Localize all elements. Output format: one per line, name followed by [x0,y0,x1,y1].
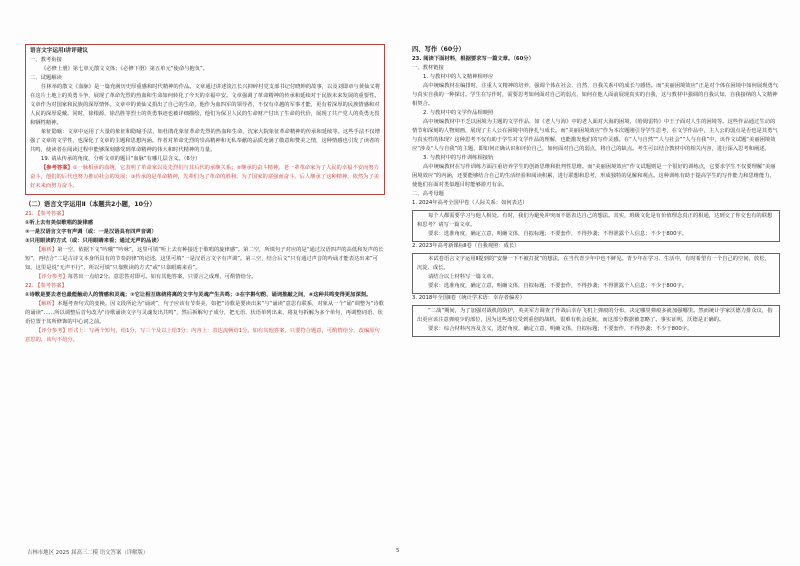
answer-line: ③只用眼读的方式（或：只用眼睛来看；通过无声的品读） [25,238,162,244]
paragraph: 象征隐喻：文章中运用了大量的象征和隐喻手法，如杜鹃花象征革命先烈的热血和生命，沈家大院象征革命精神的传承和延续等。这些手法不仅增强了文章的文学性，也深化了文章的主题和思想内涵。作者对革命先烈的崇高精神和无私奉献的品质充满了敬意和赞美之情，这种情感也引发了读者的共鸣，使读者在阅读过程中能够深刻感受到革命精神的伟大和时代精神的力量。 [30,129,381,153]
question-22: 22. 【参考答案】 [25,283,67,289]
section-heading: （二）语言文字运用Ⅱ（本题共2小题，10分） [25,201,156,208]
exam-title: 2. 2023年高考新课标Ⅱ卷（自我观照：成长） [412,243,520,249]
page-number: 5 [396,548,400,554]
exam-title: 3. 2018年全国Ⅱ卷（统计学术语：幸存者偏差） [412,295,525,301]
scoring-label: 【评分参考】 [36,274,68,280]
section-heading: 四、写作（60分） [412,46,465,53]
question-21: 21. 【参考答案】 [25,211,67,217]
scoring [25,273,385,282]
analysis [25,246,385,273]
answer-19 [30,164,380,191]
section-title: 二、高考母题 [412,191,444,197]
paragraph: 任林举的散文《血脉》是一篇充满历史厚重感和时代精神的作品。文章通过讲述淡江长兴抑碎村党支部书记付晓坤的故事，以及刘即章与黄仙义将在这片土地上的英勇斗争，展现了革命先烈的热血和生命如何转化了今天的幸福中安。文章强调了革命精神的传承和延续对于民族未来发展的重要性。文章作为对国家和民族的深厚情怀。文章中的黄仙义捐出了自己的生命，他作为血四军的领导者，不仅有卓越的军事才能，更有着深厚的民族情感和对人民的深厚爱戴。同时，徐根源，徐昌胜等烈士的英勇事迹也被详细描绘，他们为保卫人民的生命财产付出了生命的代价，展现了共产党人的英勇无畏和牺牲精神。 [30,84,381,126]
answer-text: ①一脉相承的血统，它表明了革命家以及先烈们与其后代的承继关系；②继承的奋斗精神。老一辈革命家为了人民的幸福不安而努力奋斗，他们的后代也努力推动社会的发展；③传承的是革命精神，先辈们为了革命的胜利、为了国家的富强而奋斗，后人继承了这种精神，依然为了美好未来而努力奋斗。 [30,165,380,189]
answer-line: ②一是汉语言文字有声调（或：一是汉语具有四声音调） [25,229,157,235]
review-suggestion-box [25,44,385,195]
prompt-requirement: 要求：选准角度，确定立意，明确文体，自拟标题；不要套作，不得抄袭；不得泄露个人信息；不少于800字。 [428,283,688,289]
box-heading: 语言文字运用Ⅰ讲评建议 [30,48,89,54]
prompt-requirement: 要求：综合材料内容及含义，选好角度，确定立意，明确文体，自拟标题；不要套作，不得抄袭；不少于800字。 [428,326,693,332]
prompt-requirement: 请结合以上材料写一篇文章。 [428,274,497,280]
right-column [412,44,780,337]
scoring-text: 形式上：写两个短句，给1分，写三个及以上给3分；内容上：表达流畅给1分。如有其他答案，只要符合题意，可酌情给分，改编原句意思的，该句不给分。 [25,328,380,343]
paragraph: 高中统编教材在编排时，注重人文精神的培养，强调个体在社会、自然、自我关系中的成长与感悟。而“美丽困境效应”正是对个体在困境中如何展现勇气与真实自我的一种探讨。学生在写作时，需要思考如何面对自己的弱点，如何在他人面前展现真实的自我，这与教材中强调的自我认知、自我接纳的人文精神相契合。 [412,83,779,107]
subsection-title: 1. 与教材中的人文精神相呼应 [423,74,494,80]
answer-line: ①诗歌是要去老也最能触动人的情感和灵魂；②它让相互练绕将离的文字与灵魂产生共鸣；③在字斟句酌、诵词推敲之间，④这种共鸣变得更加深刻。 [25,292,372,298]
exam-prompt-box [412,210,780,242]
exam-prompt-box [412,305,780,337]
footer-text: 吉林市地区 2025 届高三二模 语文答案（详解版） [27,550,149,556]
subsection-title: 2. 与教材中的文学作品相映照 [423,110,494,116]
prompt-requirement: 要求：选准角度，确定立意，明确文体，自拟标题；不要套作，不得抄袭；不得泄露个人信息；不少于800字。 [428,231,688,237]
subsection-title: 3. 与教材中的写作训练相接轨 [423,155,494,161]
section-title: 一、教考衔接 [30,57,62,63]
analysis-label: 【解析】 [36,301,58,307]
paragraph: 高中统编教材在写作训练方面注重培养学生的创新思维和批判性思维。而“美丽困境效应”作文试题则是一个很好的训练点，它要求学生不仅要理解“美丽困境效应”的内涵，还要能够结合自己的生活经验和阅读积累，进行联想和思考，形成独特的见解和观点。这种训练有助于提高学生的写作能力和思维能力，使他们在面对类似题目时能够游刃有余。 [412,164,776,188]
section-title: 二、试题解读 [30,75,62,81]
answer-line: ①听上去有美似歌唱的旋律感 [25,220,94,226]
scoring [25,327,385,345]
exam-title: 1. 2024年高考全国甲卷（人际关系：如何表达） [412,200,528,206]
analysis-label: 【解析】 [36,247,58,253]
analysis-text: 第一空，依据下文“吟哦”“吟咏”，这里可填“听上去有种接近于歌唱的旋律感”。第二空，所填句子对应的是“通过汉语四声的高低和发声的长短”，再结合“二是古诗文本身所具有的节奏韵律”的论述，这里可填“一是汉语言文字有声调”。第三空，结合后文“只有通过声音的吟诵才能表达出来”可知，这里是说“无声不行”，所以可填“只靠默读的方式”或“只靠眼睛来看”。 [25,247,384,271]
section-title: 一、教材链接 [412,65,444,71]
prompt-text: 每个人都需要学习与他人相处。有时，我们为避免冲突而不愿表达自己的想法。其实，班级文化是有价值理念真正的相通，达到交了你交也有的联想和思考？请写一篇文章。 [417,213,773,228]
answer-label: 【参考答案】 [41,165,73,171]
scoring-text: 每答出一点给2分。意思答对即可。如有其他答案，只要言之成理，可酌情给分。 [67,274,257,280]
left-column [25,44,385,345]
paragraph: 高中统编教材中不乏以困境为主题的文学作品，如《老人与海》中的老人面对大海的困境，《哈姆雷特》中王子面对人生的困境等。这些作品通过生动的情节和深刻的人物刻画，展现了主人公在困境中的挣扎与成长。而“美丽困境效应”作为本次题刚引导学生思考，在文学作品中，主人公的弱点是否也是其勇气与真实性的体现？这种思考不仅有助于学生对文学作品的理解，也能激发他们的写作灵感。在“人与自然”“人与社会”“人与自我”中，该作文试题“美丽困境效应”涉及“人与自我”的主题，即如何正确认识和评价自己，如何面对自己的弱点，将自己的缺点。考生可以结合教材中的相关内容，进行深入思考和阐述。 [412,119,778,152]
paragraph: 《必修上册》第七单元散文文体；《必修下册》第五单元“使命与抱负”。 [41,66,209,72]
analysis-text: 本题考查句式的变换。因文段所论为“诵读”，句子应该有节奏美，如把“诗歌是要读出来”与“诵读”意思有联系，对象从一个“诵”调整为“诗歌的诵读”……所以调整后首句改为“诗歌诵读文字与灵魂发出共鸣”，然后拆解句子成分，把无语、状语单列出来，将复句拆解为多个单句，再调整词语、状语位置于其所修饰的中心词之前。 [25,301,384,325]
scoring-label: 【评分参考】 [36,328,68,334]
prompt-text: 本试卷语言文字运用Ⅱ提到的“安静一下不被打扰”的想法，在当代青少年中也不鲜见。青少年在学习、生活中，有时希望有一个自己的空间，放松、沉淀、成长。 [417,256,770,271]
exam-prompt-box [412,253,780,294]
question-23: 23. 阅读下面材料，根据要求写一篇文章。（60分） [412,56,534,62]
analysis [25,300,385,327]
question-19: 19. 请从传承的角度，分析文章的题目“血脉”有哪几层含义。（6分） [41,156,201,162]
prompt-text: “二战”期间，为了加强对战机的防护，英美军方调查了作战后幸存飞机上弹痕的分布，决定哪里弹痕多就加强哪里。然而统计学家沃德力排众议，指出更应该注意弹痕少的部位，因为这些部位受到重创的战机，很难有机会返航，而这部分数据被忽略了。事实证明，沃德是正确的。 [417,308,773,323]
